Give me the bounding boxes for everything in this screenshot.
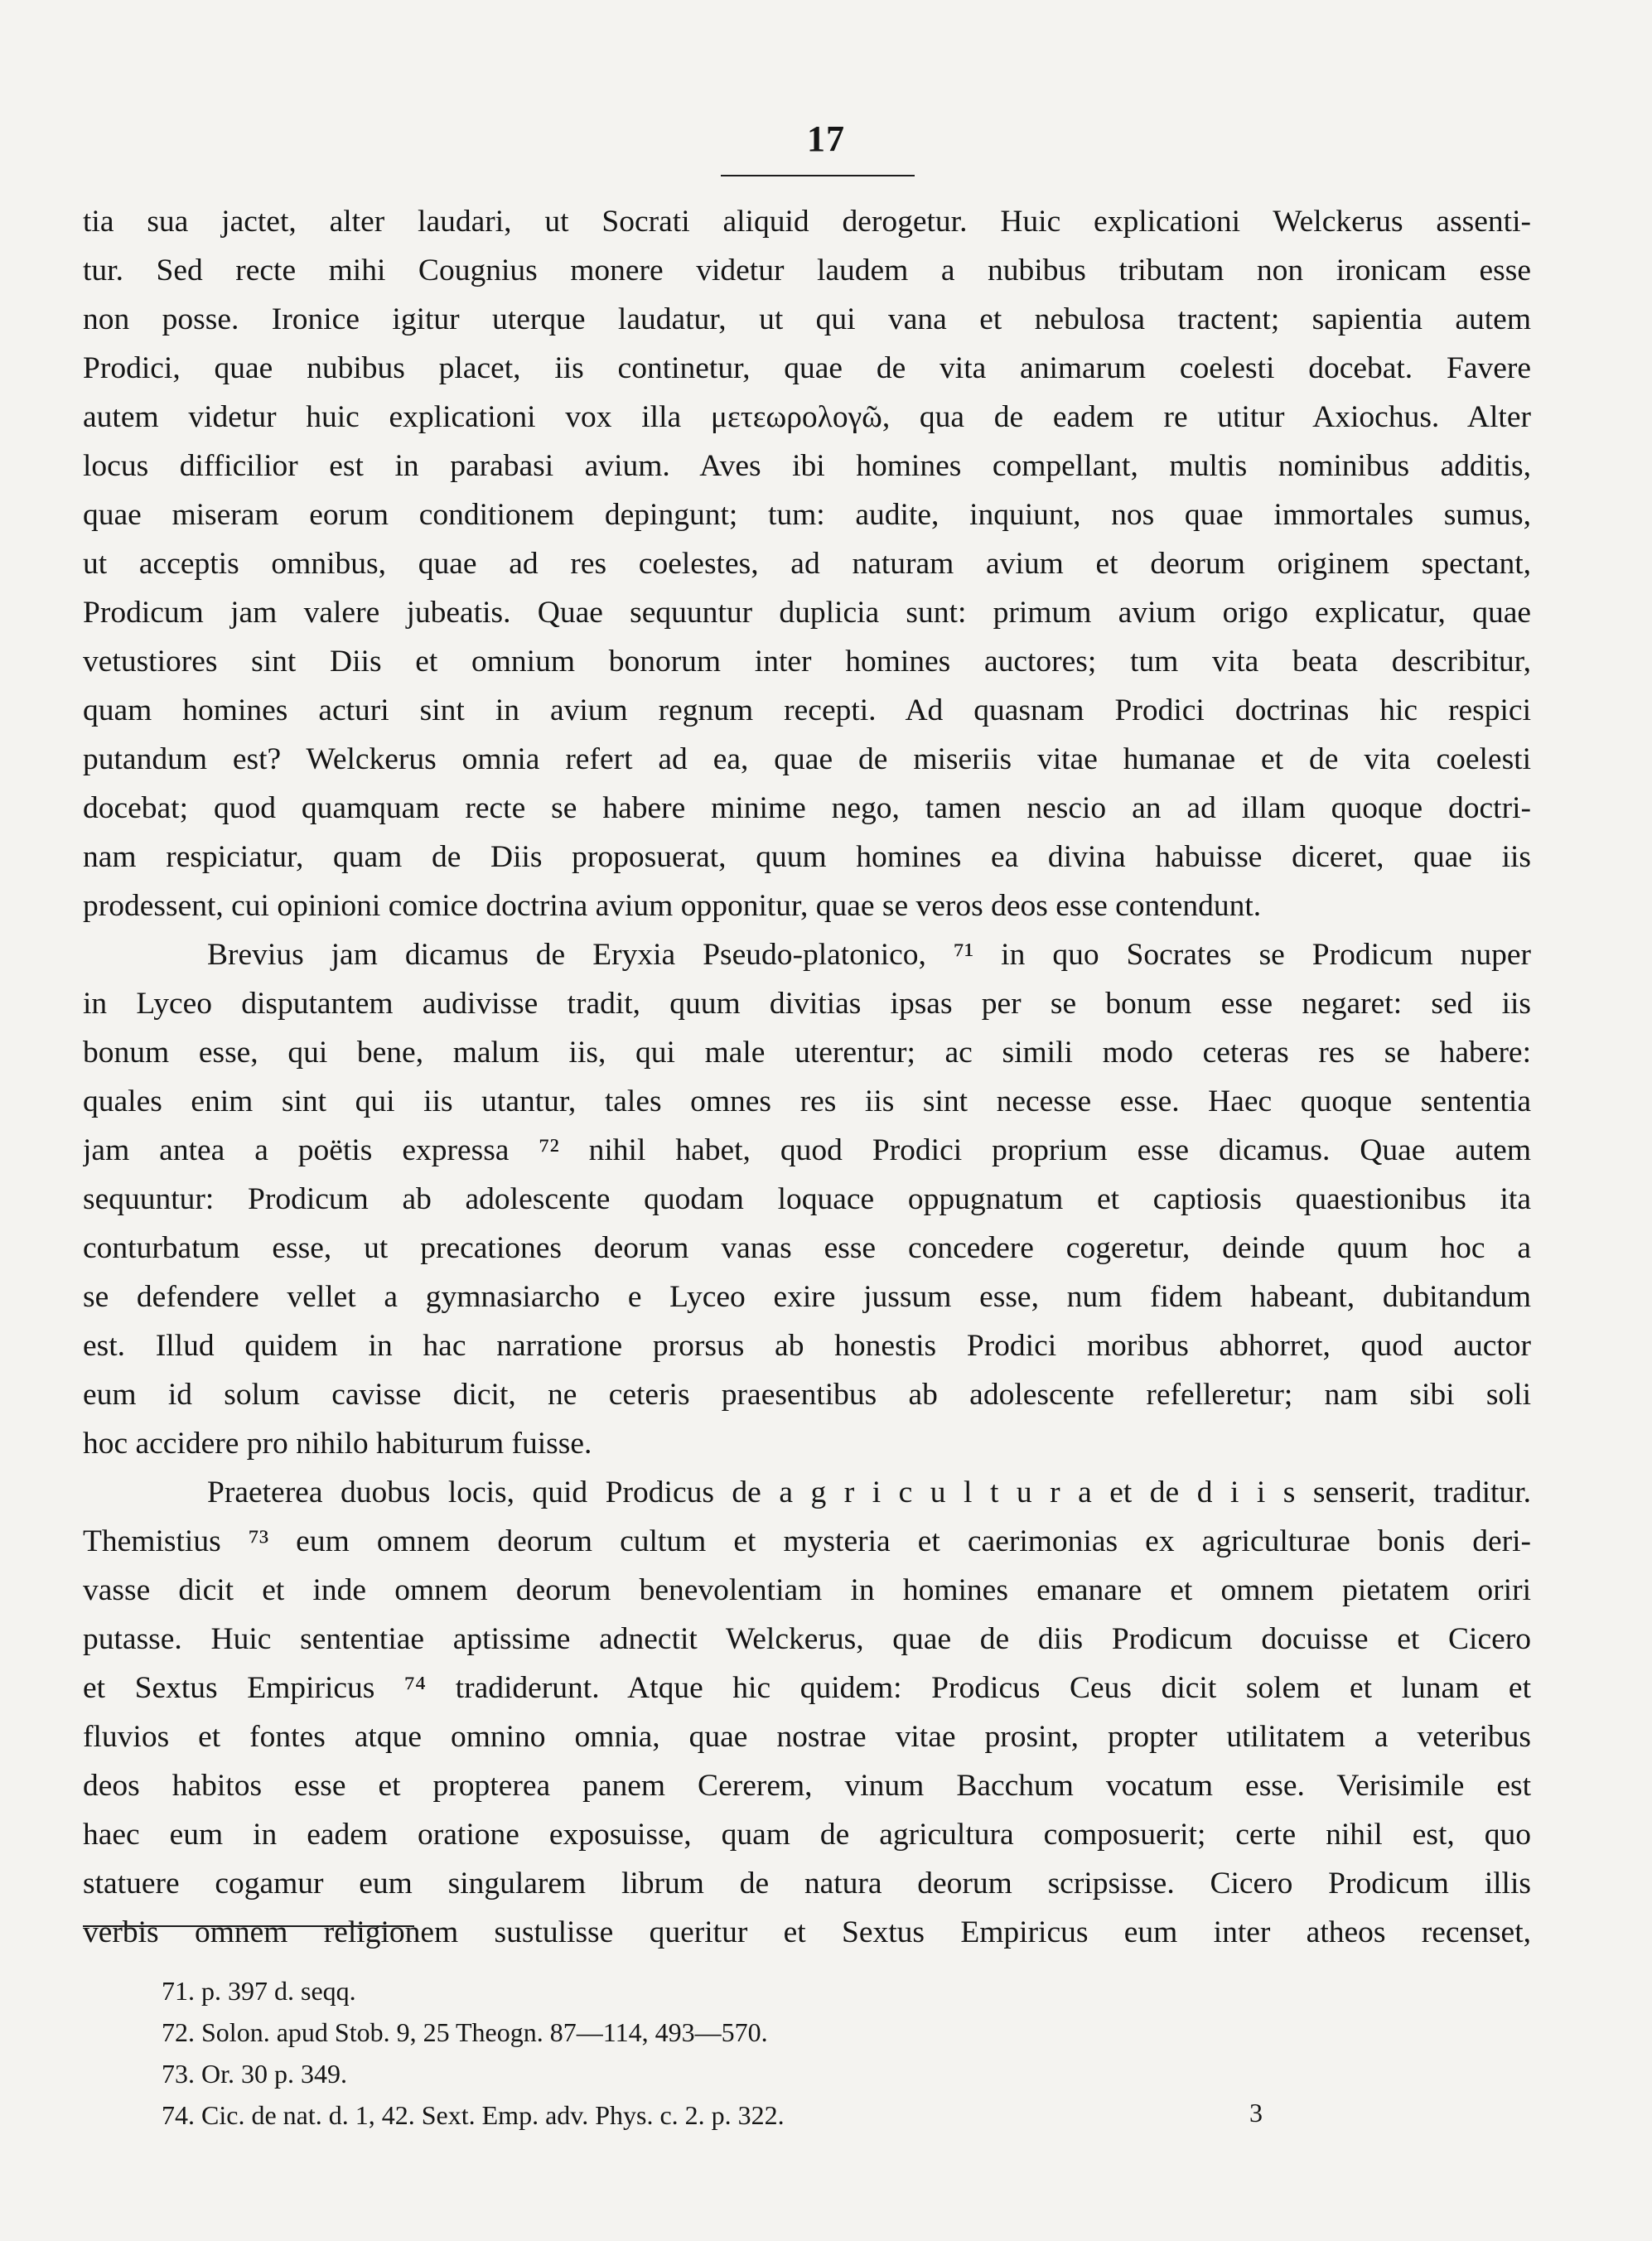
header-rule bbox=[721, 175, 915, 176]
text-line: tur. Sed recte mihi Cougnius monere videtur laudem a nubibus tributam non ironicam esse bbox=[83, 254, 1531, 287]
text-line: vasse dicit et inde omnem deorum benevolentiam in homines emanare et omnem pietatem oriri bbox=[83, 1573, 1531, 1607]
footnote-72: 72. Solon. apud Stob. 9, 25 Theogn. 87—114, 493—570. bbox=[162, 2017, 768, 2047]
text-line: statuere cogamur eum singularem librum de natura deorum scripsisse. Cicero Prodicum illis bbox=[83, 1867, 1531, 1901]
text-line: tia sua jactet, alter laudari, ut Socrati aliquid derogetur. Huic explicationi Welckerus assenti- bbox=[83, 205, 1531, 239]
text-line: conturbatum esse, ut precationes deorum vanas esse concedere cogeretur, deinde quum hoc a bbox=[83, 1231, 1531, 1265]
text-line: locus difficilior est in parabasi avium. Aves ibi homines compellant, multis nominibus additis, bbox=[83, 449, 1531, 483]
text-line: putasse. Huic sententiae aptissime adnectit Welckerus, quae de diis Prodicum docuisse et Cicero bbox=[83, 1622, 1531, 1656]
text-line: deos habitos esse et propterea panem Cererem, vinum Bacchum vocatum esse. Verisimile est bbox=[83, 1769, 1531, 1803]
page-number: 17 bbox=[807, 118, 845, 159]
text-line: docebat; quod quamquam recte se habere minime nego, tamen nescio an ad illam quoque doctri- bbox=[83, 791, 1531, 825]
text-line: ut acceptis omnibus, quae ad res coelestes, ad naturam avium et deorum originem spectant, bbox=[83, 547, 1531, 581]
text-line: fluvios et fontes atque omnino omnia, quae nostrae vitae prosint, propter utilitatem a veteribus bbox=[83, 1720, 1531, 1754]
text-line: quales enim sint qui iis utantur, tales omnes res iis sint necesse esse. Haec quoque sententia bbox=[83, 1084, 1531, 1118]
text-line: vetustiores sint Diis et omnium bonorum inter homines auctores; tum vita beata describitur, bbox=[83, 645, 1531, 679]
text-line: nam respiciatur, quam de Diis proposuerat, quum homines ea divina habuisse diceret, quae iis bbox=[83, 840, 1531, 874]
footnote-rule bbox=[83, 1925, 414, 1927]
text-line: putandum est? Welckerus omnia refert ad ea, quae de miseriis vitae humanae et de vita coelesti bbox=[83, 742, 1531, 776]
text-line: et Sextus Empiricus ⁷⁴ tradiderunt. Atque hic quidem: Prodicus Ceus dicit solem et lunam et bbox=[83, 1671, 1531, 1705]
text-line: autem videtur huic explicationi vox illa μετεωρολογῶ, qua de eadem re utitur Axiochus. Alter bbox=[83, 400, 1531, 434]
signature-mark: 3 bbox=[1249, 2098, 1263, 2128]
footnote-73: 73. Or. 30 p. 349. bbox=[162, 2059, 347, 2089]
text-line: est. Illud quidem in hac narratione prorsus ab honestis Prodici moribus abhorret, quod auctor bbox=[83, 1329, 1531, 1363]
text-line: verbis omnem religionem sustulisse queritur et Sextus Empiricus eum inter atheos recenset, bbox=[83, 1915, 1531, 1949]
text-line: Themistius ⁷³ eum omnem deorum cultum et mysteria et caerimonias ex agriculturae bonis deri- bbox=[83, 1524, 1531, 1558]
footnotes bbox=[162, 1970, 785, 2136]
text-line: quae miseram eorum conditionem depingunt; tum: audite, inquiunt, nos quae immortales sumus, bbox=[83, 498, 1531, 532]
text-line: hoc accidere pro nihilo habiturum fuisse. bbox=[83, 1427, 592, 1461]
footnote-74: 74. Cic. de nat. d. 1, 42. Sext. Emp. adv. Phys. c. 2. p. 322. bbox=[162, 2100, 785, 2130]
text-line: sequuntur: Prodicum ab adolescente quodam loquace oppugnatum et captiosis quaestionibus ita bbox=[83, 1182, 1531, 1216]
footnote-71: 71. p. 397 d. seqq. bbox=[162, 1976, 356, 2006]
text-line: in Lyceo disputantem audivisse tradit, quum divitias ipsas per se bonum esse negaret: sed iis bbox=[83, 987, 1531, 1021]
paragraph-start-line: Praeterea duobus locis, quid Prodicus de a g r i c u l t u r a et de d i i s senserit, traditur. bbox=[207, 1475, 1531, 1509]
text-line: Prodicum jam valere jubeatis. Quae sequuntur duplicia sunt: primum avium origo explicatur, quae bbox=[83, 596, 1531, 630]
text-line: eum id solum cavisse dicit, ne ceteris praesentibus ab adolescente refelleretur; nam sibi soli bbox=[83, 1378, 1531, 1412]
text-line: quam homines acturi sint in avium regnum recepti. Ad quasnam Prodici doctrinas hic respici bbox=[83, 693, 1531, 727]
text-line: prodessent, cui opinioni comice doctrina avium opponitur, quae se veros deos esse contendunt. bbox=[83, 889, 1262, 923]
text-line: bonum esse, qui bene, malum iis, qui male uterentur; ac simili modo ceteras res se habere: bbox=[83, 1036, 1531, 1070]
text-line: non posse. Ironice igitur uterque laudatur, ut qui vana et nebulosa tractent; sapientia autem bbox=[83, 302, 1531, 336]
paragraph-start-line: Brevius jam dicamus de Eryxia Pseudo-platonico, ⁷¹ in quo Socrates se Prodicum nuper bbox=[207, 938, 1531, 972]
text-line: jam antea a poëtis expressa ⁷² nihil habet, quod Prodici proprium esse dicamus. Quae autem bbox=[83, 1133, 1531, 1167]
text-line: haec eum in eadem oratione exposuisse, quam de agricultura composuerit; certe nihil est, quo bbox=[83, 1818, 1531, 1852]
body-text bbox=[83, 197, 1531, 1957]
text-line: Prodici, quae nubibus placet, iis continetur, quae de vita animarum coelesti docebat. Favere bbox=[83, 351, 1531, 385]
text-line: se defendere vellet a gymnasiarcho e Lyceo exire jussum esse, num fidem habeant, dubitandum bbox=[83, 1280, 1531, 1314]
